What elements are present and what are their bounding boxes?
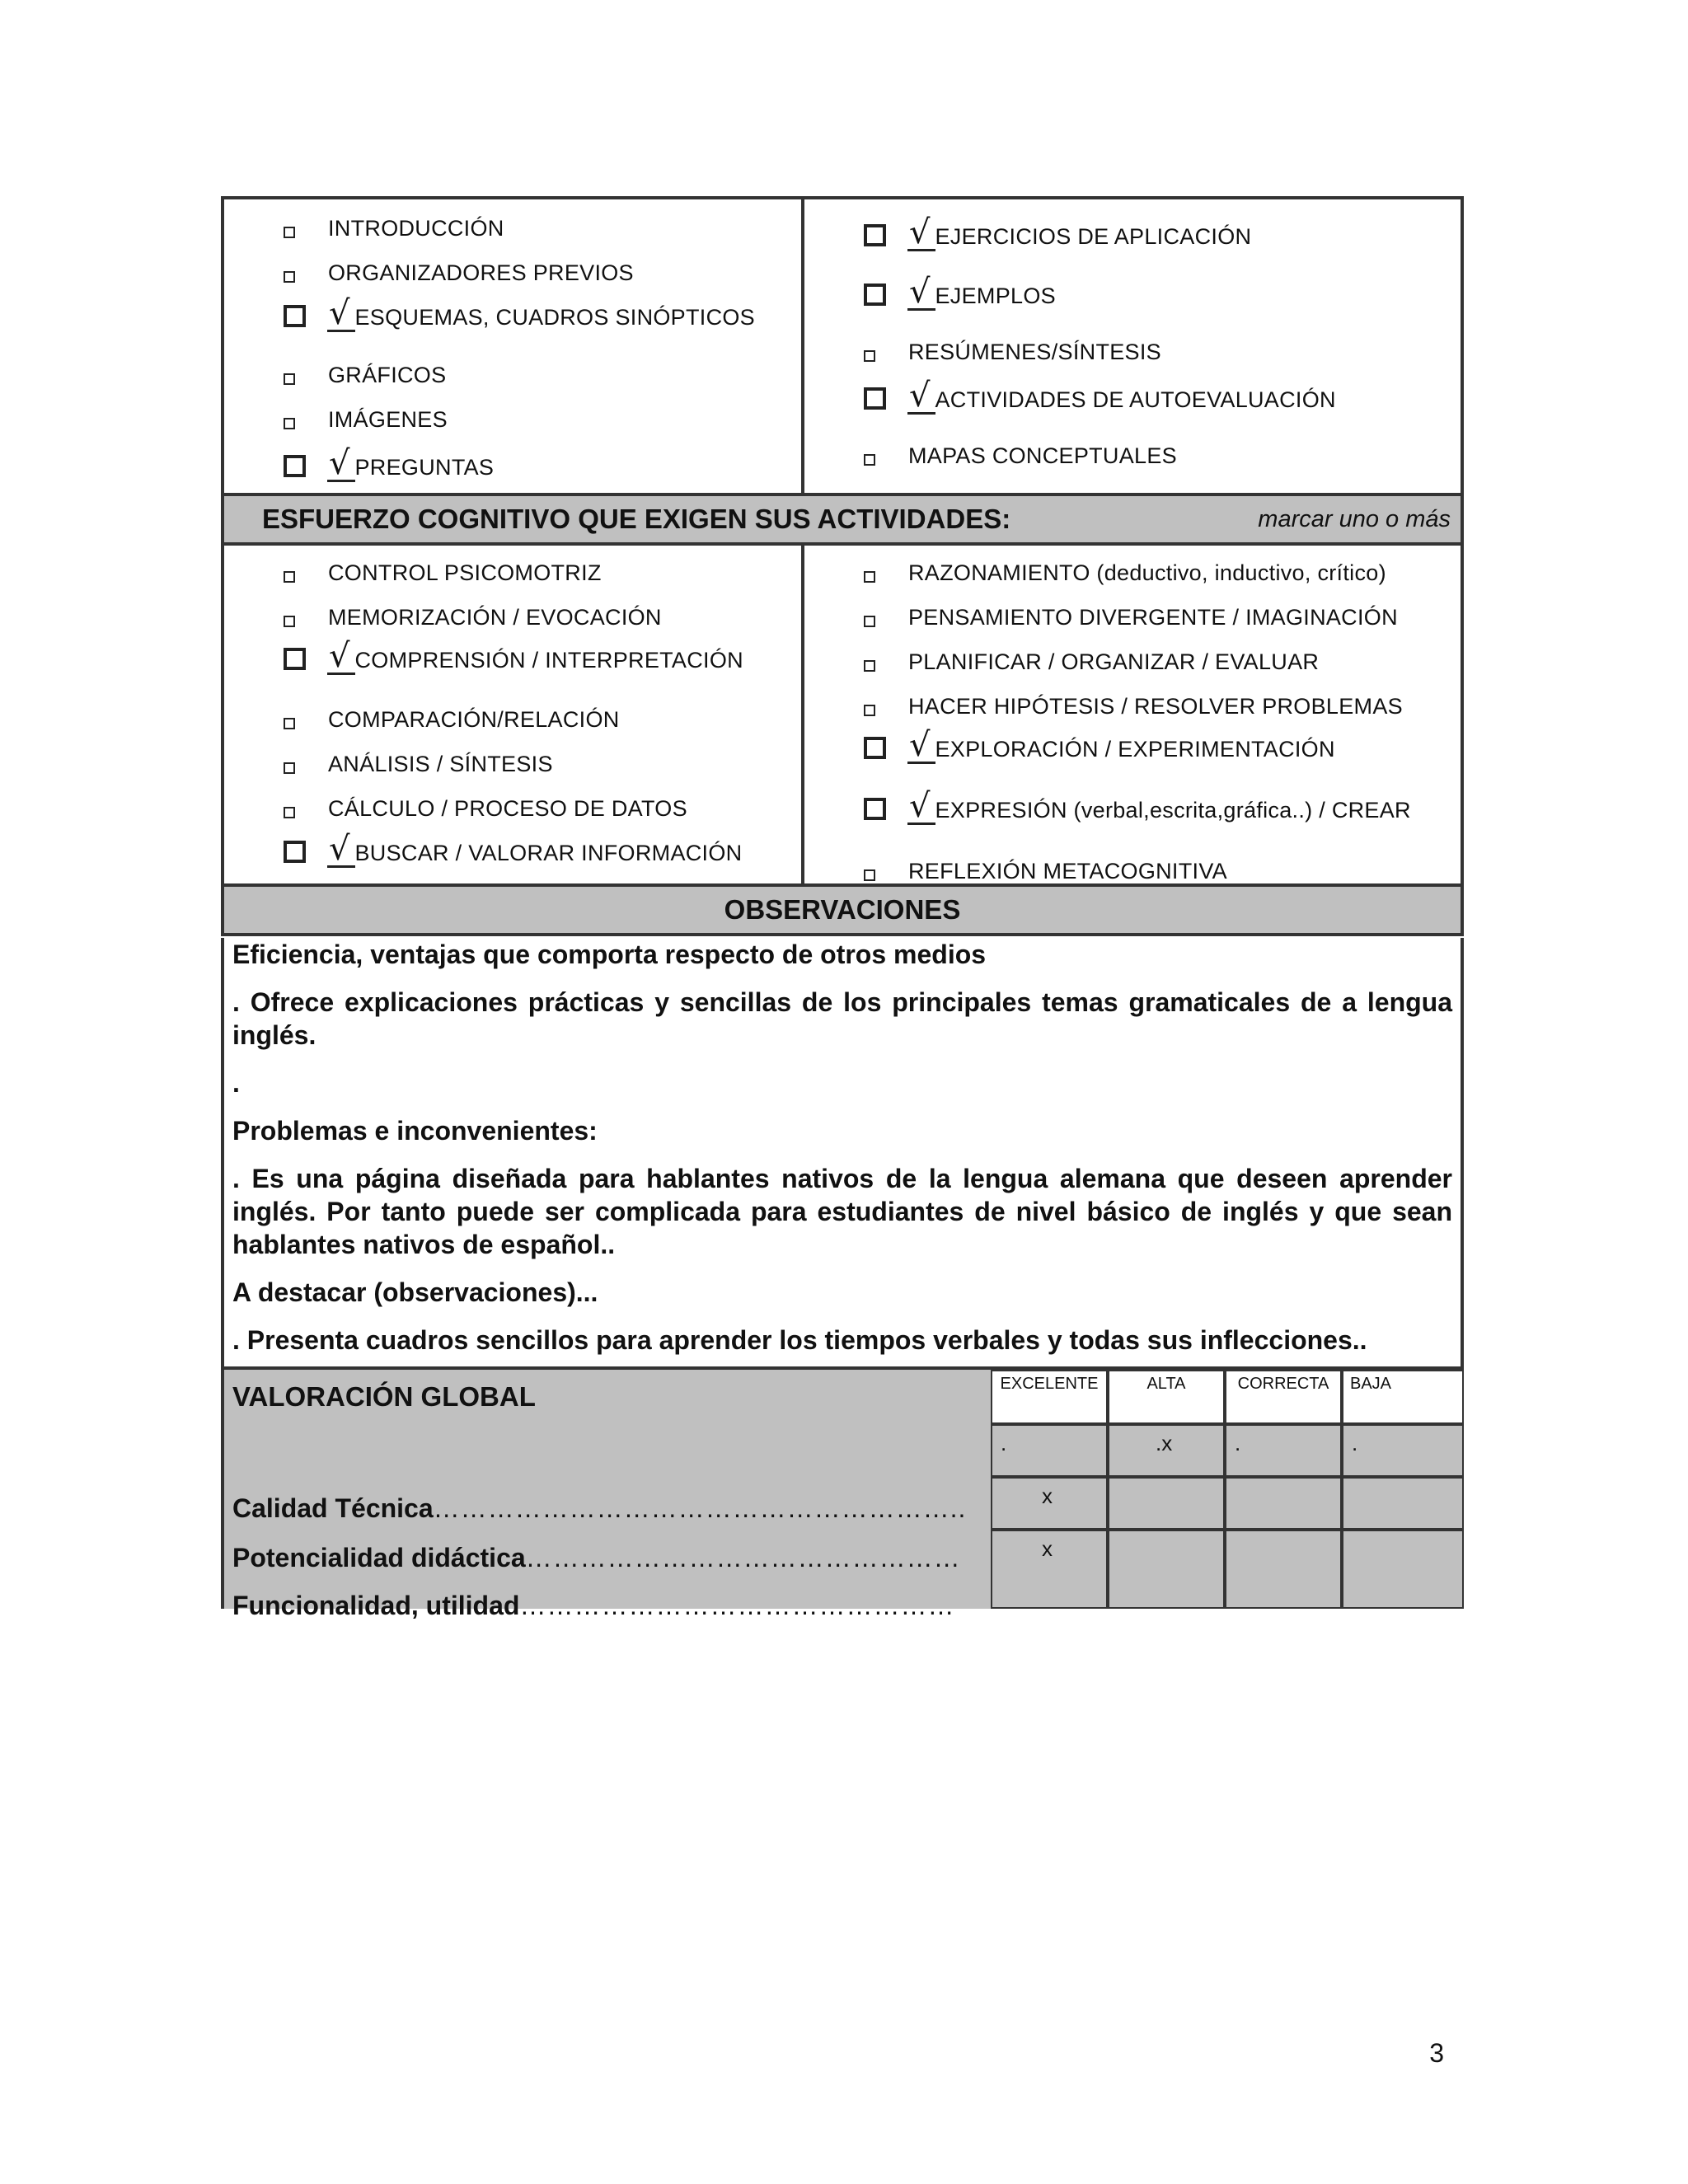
checkbox[interactable]: [284, 718, 295, 729]
check-mark-icon: √: [907, 729, 935, 764]
rating-cell[interactable]: x: [991, 1477, 1108, 1530]
checkbox[interactable]: [284, 271, 295, 283]
global-rating-title: VALORACIÓN GLOBAL: [232, 1381, 536, 1412]
cognitive-effort-left-column: [224, 546, 804, 883]
observation-paragraph: .: [232, 1068, 240, 1098]
checklist-item[interactable]: [284, 832, 742, 868]
checklist-item-label: PENSAMIENTO DIVERGENTE / IMAGINACIÓN: [908, 605, 1398, 630]
checklist-item-label: HACER HIPÓTESIS / RESOLVER PROBLEMAS: [908, 694, 1403, 719]
rating-criterion-leader: …………………………………………: [519, 1591, 955, 1620]
checklist-item-label: GRÁFICOS: [328, 363, 447, 387]
checklist-item-label: EJEMPLOS: [935, 284, 1056, 308]
rating-criterion-label: Calidad Técnica: [232, 1493, 434, 1523]
checkbox-checked[interactable]: [864, 284, 886, 306]
checklist-item[interactable]: [284, 294, 755, 332]
checkbox[interactable]: [864, 454, 875, 466]
checklist-item[interactable]: [284, 407, 448, 434]
observations-body: [221, 938, 1464, 1366]
checkbox[interactable]: [284, 373, 295, 385]
checklist-item-label: COMPRENSIÓN / INTERPRETACIÓN: [354, 648, 743, 673]
checklist-item[interactable]: [864, 694, 1403, 721]
checklist-item-label: INTRODUCCIÓN: [328, 216, 504, 241]
rating-header-cell: ALTA: [1108, 1370, 1225, 1424]
rating-cell[interactable]: [1108, 1477, 1225, 1530]
rating-criterion: [232, 1543, 961, 1573]
rating-criterion-leader: …………………………………………………..: [433, 1493, 967, 1523]
rating-cell[interactable]: [1225, 1477, 1342, 1530]
checkbox[interactable]: [284, 616, 295, 627]
observation-paragraph: . Ofrece explicaciones prácticas y sencillas de los principales temas gramaticales de a lengua inglés.: [232, 987, 1452, 1050]
checklist-item-label: IMÁGENES: [328, 407, 448, 432]
checkbox-checked[interactable]: [864, 224, 886, 246]
rating-cell[interactable]: [1108, 1530, 1225, 1569]
rating-cell[interactable]: .: [1225, 1424, 1342, 1477]
checkbox-checked[interactable]: [864, 387, 886, 410]
check-mark-icon: √: [327, 832, 355, 868]
check-mark-icon: √: [907, 216, 935, 251]
checkbox-checked[interactable]: [284, 305, 306, 327]
observation-paragraph: A destacar (observaciones)...: [232, 1277, 598, 1307]
rating-cell[interactable]: .x: [1108, 1424, 1225, 1477]
checkbox[interactable]: [864, 616, 875, 627]
resources-right-column: [804, 199, 1461, 493]
checkbox[interactable]: [864, 571, 875, 583]
rating-cell[interactable]: x: [991, 1530, 1108, 1569]
checklist-item-label: MEMORIZACIÓN / EVOCACIÓN: [328, 605, 662, 630]
checklist-item[interactable]: [864, 560, 1386, 588]
rating-criterion-leader: …………………………………………: [525, 1543, 961, 1572]
checklist-item[interactable]: [864, 649, 1319, 677]
checklist-item-label: PREGUNTAS: [354, 455, 495, 480]
checklist-item-label: ACTIVIDADES DE AUTOEVALUACIÓN: [935, 387, 1336, 412]
observation-paragraph: . Presenta cuadros sencillos para aprender los tiempos verbales y todas sus inflecciones..: [232, 1325, 1367, 1355]
rating-criterion-label: Funcionalidad, utilidad: [232, 1591, 520, 1620]
check-mark-icon: √: [907, 790, 935, 825]
checklist-item-label: EXPRESIÓN (verbal,escrita,gráfica..) / CREAR: [935, 798, 1411, 823]
checklist-item-label: MAPAS CONCEPTUALES: [908, 443, 1177, 468]
check-mark-icon: √: [327, 640, 355, 675]
checklist-item[interactable]: [864, 605, 1398, 632]
checkbox[interactable]: [284, 571, 295, 583]
checklist-item-label: ANÁLISIS / SÍNTESIS: [328, 752, 553, 776]
checkbox[interactable]: [284, 227, 295, 238]
rating-criterion: [232, 1591, 954, 1621]
checklist-item[interactable]: [864, 726, 1335, 764]
checkbox[interactable]: [284, 807, 295, 818]
checkbox-checked[interactable]: [864, 737, 886, 759]
evaluation-sheet: [221, 196, 1464, 1620]
checklist-item[interactable]: [864, 859, 1227, 886]
observation-paragraph: . Es una página diseñada para hablantes nativos de la lengua alemana que deseen aprender inglés. Por tanto puede ser complicada para estudiantes de nivel básico de inglés y que sean hablantes nativos de español..: [232, 1164, 1452, 1259]
checklist-item-label: CÁLCULO / PROCESO DE DATOS: [328, 796, 687, 821]
check-mark-icon: √: [327, 447, 355, 482]
checklist-item-label: COMPARACIÓN/RELACIÓN: [328, 707, 620, 732]
checklist-item[interactable]: [864, 379, 1336, 415]
rating-header-cell: EXCELENTE: [991, 1370, 1108, 1424]
checklist-item-label: ESQUEMAS, CUADROS SINÓPTICOS: [354, 305, 755, 330]
checklist-item[interactable]: [864, 443, 1177, 471]
checkbox-checked[interactable]: [284, 648, 306, 670]
rating-criterion: [232, 1493, 966, 1524]
cognitive-effort-title: ESFUERZO COGNITIVO QUE EXIGEN SUS ACTIVIDADES:: [262, 504, 1011, 534]
rating-cell[interactable]: [1342, 1530, 1464, 1569]
checkbox-checked[interactable]: [284, 841, 306, 863]
checklist-item[interactable]: [864, 340, 1161, 367]
rating-grid: [991, 1370, 1464, 1609]
observation-paragraph: Problemas e inconvenientes:: [232, 1116, 598, 1146]
checklist-item[interactable]: [284, 605, 662, 632]
checklist-item[interactable]: [864, 275, 1056, 311]
checklist-item-label: REFLEXIÓN METACOGNITIVA: [908, 859, 1227, 883]
cognitive-effort-header: [221, 493, 1464, 546]
resources-section: [221, 196, 1464, 493]
checklist-item[interactable]: [284, 260, 634, 288]
rating-header-cell: CORRECTA: [1225, 1370, 1342, 1424]
checkbox[interactable]: [864, 705, 875, 716]
rating-cell[interactable]: [1225, 1530, 1342, 1569]
checkbox-checked[interactable]: [864, 798, 886, 820]
checklist-item[interactable]: [284, 796, 687, 823]
checkbox[interactable]: [864, 660, 875, 672]
check-mark-icon: √: [907, 275, 935, 311]
checklist-item[interactable]: [284, 216, 504, 243]
rating-criterion-label: Potencialidad didáctica: [232, 1543, 526, 1572]
resources-left-column: [224, 199, 804, 493]
observations-header: [221, 883, 1464, 936]
checklist-item-label: EXPLORACIÓN / EXPERIMENTACIÓN: [935, 737, 1335, 762]
observation-paragraph: Eficiencia, ventajas que comporta respecto de otros medios: [232, 940, 987, 969]
checkbox[interactable]: [864, 869, 875, 881]
rating-cell[interactable]: [1108, 1569, 1225, 1609]
checkbox[interactable]: [284, 762, 295, 774]
rating-header-cell: BAJA: [1342, 1370, 1464, 1424]
rating-cell[interactable]: [1342, 1569, 1464, 1609]
checklist-item[interactable]: [284, 560, 602, 588]
checklist-item-label: BUSCAR / VALORAR INFORMACIÓN: [354, 841, 743, 865]
checkbox-checked[interactable]: [284, 455, 306, 477]
rating-cell[interactable]: [991, 1569, 1108, 1609]
checklist-item[interactable]: [284, 637, 743, 675]
cognitive-effort-right-column: [804, 546, 1461, 883]
checklist-item[interactable]: [284, 363, 446, 390]
checklist-item[interactable]: [864, 213, 1252, 251]
checklist-item-label: EJERCICIOS DE APLICACIÓN: [935, 224, 1252, 249]
observations-title: OBSERVACIONES: [724, 894, 961, 925]
check-mark-icon: √: [327, 297, 355, 332]
checklist-item-label: RESÚMENES/SÍNTESIS: [908, 340, 1161, 364]
rating-cell[interactable]: .: [1342, 1424, 1464, 1477]
checklist-item-label: PLANIFICAR / ORGANIZAR / EVALUAR: [908, 649, 1320, 674]
checkbox[interactable]: [284, 418, 295, 429]
cognitive-effort-section: [221, 546, 1464, 883]
checklist-item[interactable]: [284, 444, 495, 482]
rating-cell[interactable]: .: [991, 1424, 1108, 1477]
cognitive-effort-hint: marcar uno o más: [1258, 505, 1451, 532]
rating-cell[interactable]: [1342, 1477, 1464, 1530]
checklist-item[interactable]: [284, 707, 620, 734]
checklist-item-label: RAZONAMIENTO (deductivo, inductivo, crítico): [908, 560, 1386, 585]
check-mark-icon: √: [907, 379, 935, 415]
checklist-item[interactable]: [864, 787, 1411, 825]
checkbox[interactable]: [864, 350, 875, 362]
global-rating-criteria: [221, 1370, 994, 1620]
rating-cell[interactable]: [1225, 1569, 1342, 1609]
page-number: 3: [1429, 2038, 1444, 2068]
checklist-item-label: ORGANIZADORES PREVIOS: [328, 260, 634, 285]
checklist-item-label: CONTROL PSICOMOTRIZ: [328, 560, 602, 585]
checklist-item[interactable]: [284, 752, 553, 779]
global-rating: [221, 1366, 1464, 1620]
